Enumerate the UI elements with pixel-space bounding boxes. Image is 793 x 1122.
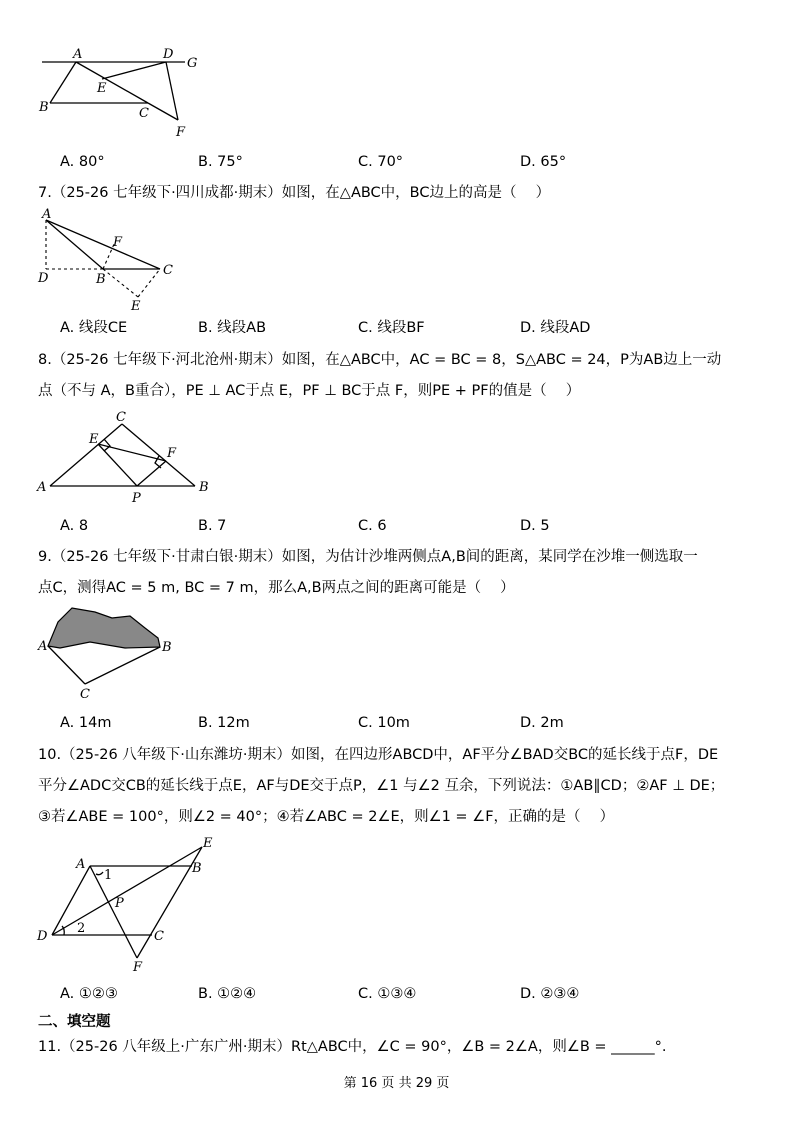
q10-label-angle-1: 1: [104, 868, 113, 883]
q7-option-c[interactable]: C. 线段BF: [358, 320, 425, 336]
q10-label-angle-2: 2: [77, 921, 86, 936]
q8-label-a: A: [37, 480, 47, 495]
q9-option-b[interactable]: B. 12m: [198, 715, 250, 731]
q6-label-e: E: [97, 81, 107, 96]
q7-figure: [0, 200, 793, 314]
q8-stem-line1: 8.（25-26 七年级下·河北沧州·期末）如图，在△ABC中，AC = BC = 8，S△ABC = 24，P为AB边上一动: [38, 352, 722, 368]
q10-option-b[interactable]: B. ①②④: [198, 986, 257, 1002]
q10-label-c: C: [154, 929, 164, 944]
q6-label-f: F: [176, 125, 186, 140]
q6-label-g: G: [187, 56, 198, 71]
q6-label-c: C: [139, 106, 149, 121]
q7-label-e: E: [131, 299, 141, 314]
q8-option-c[interactable]: C. 6: [358, 518, 387, 534]
q8-option-b[interactable]: B. 7: [198, 518, 227, 534]
q10-option-c[interactable]: C. ①③④: [358, 986, 417, 1002]
q7-option-d[interactable]: D. 线段AD: [520, 320, 591, 336]
q10-figure: [0, 830, 793, 980]
q7-label-d: D: [38, 271, 49, 286]
q8-option-d[interactable]: D. 5: [520, 518, 550, 534]
q8-figure: [0, 405, 793, 515]
q9-label-a: A: [38, 639, 48, 654]
q10-label-p: P: [115, 896, 124, 911]
q10-label-b: B: [192, 861, 202, 876]
q10-stem-line2: 平分∠ADC交CB的延长线于点E，AF与DE交于点P，∠1 与∠2 互余，下列说法：①AB∥CD；②AF ⊥ DE；: [38, 778, 725, 794]
q9-option-d[interactable]: D. 2m: [520, 715, 564, 731]
q7-stem: 7.（25-26 七年级下·四川成都·期末）如图，在△ABC中，BC边上的高是（ ）: [38, 185, 551, 201]
q9-label-b: B: [162, 640, 172, 655]
q10-label-a: A: [76, 857, 86, 872]
q7-label-b: B: [96, 272, 106, 287]
q7-label-f: F: [113, 235, 123, 250]
q10-stem-line3: ③若∠ABE = 100°，则∠2 = 40°；④若∠ABC = 2∠E，则∠1 = ∠F，正确的是（ ）: [38, 809, 615, 825]
q7-label-c: C: [163, 263, 173, 278]
q7-option-a[interactable]: A. 线段CE: [60, 320, 128, 336]
sand-pile-shape: [48, 608, 160, 648]
q6-label-a: A: [73, 47, 83, 62]
q8-label-e: E: [89, 432, 99, 447]
q8-option-a[interactable]: A. 8: [60, 518, 89, 534]
q8-label-c: C: [116, 410, 126, 425]
q6-label-b: B: [39, 100, 49, 115]
q10-label-e: E: [203, 836, 213, 851]
q10-stem-line1: 10.（25-26 八年级下·山东潍坊·期末）如图，在四边形ABCD中，AF平分∠BAD交BC的延长线于点F，DE: [38, 747, 719, 763]
q8-label-f: F: [167, 446, 177, 461]
q6-option-c[interactable]: C. 70°: [358, 154, 404, 170]
q11-stem: 11.（25-26 八年级上·广东广州·期末）Rt△ABC中，∠C = 90°，∠B = 2∠A，则∠B = ______°.: [38, 1039, 667, 1055]
q10-label-d: D: [37, 929, 48, 944]
q10-label-f: F: [133, 960, 143, 975]
q10-option-d[interactable]: D. ②③④: [520, 986, 580, 1002]
q9-label-c: C: [80, 687, 90, 702]
q9-stem-line1: 9.（25-26 七年级下·甘肃白银·期末）如图，为估计沙堆两侧点A,B间的距离，某同学在沙堆一侧选取一: [38, 549, 698, 565]
q6-figure: [0, 0, 793, 150]
q9-figure: [0, 600, 793, 710]
q9-stem-line2: 点C，测得AC = 5 m, BC = 7 m，那么A,B两点之间的距离可能是（ ）: [38, 580, 515, 596]
q7-option-b[interactable]: B. 线段AB: [198, 320, 267, 336]
q10-option-a[interactable]: A. ①②③: [60, 986, 118, 1002]
q9-option-c[interactable]: C. 10m: [358, 715, 410, 731]
page-footer: 第 16 页 共 29 页: [343, 1076, 450, 1091]
q8-label-p: P: [132, 491, 141, 506]
q6-label-d: D: [163, 47, 174, 62]
section-heading: 二、填空题: [38, 1014, 111, 1030]
q6-option-b[interactable]: B. 75°: [198, 154, 243, 170]
q6-option-a[interactable]: A. 80°: [60, 154, 105, 170]
q7-label-a: A: [42, 207, 52, 222]
q6-option-d[interactable]: D. 65°: [520, 154, 567, 170]
q8-label-b: B: [199, 480, 209, 495]
q9-option-a[interactable]: A. 14m: [60, 715, 112, 731]
q8-stem-line2: 点（不与 A，B重合），PE ⊥ AC于点 E，PF ⊥ BC于点 F，则PE + PF的值是（ ）: [38, 383, 581, 399]
